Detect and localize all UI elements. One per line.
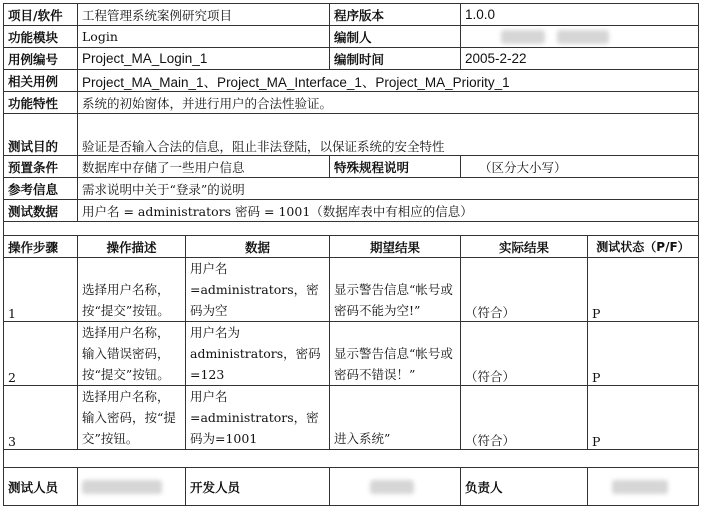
spacer-cell — [4, 222, 699, 236]
step-actual: （符合） — [461, 258, 588, 322]
col-step: 操作步骤 — [4, 236, 78, 258]
special-value — [461, 156, 699, 178]
developer-value — [330, 468, 461, 506]
redacted-author-2 — [557, 30, 609, 44]
step-data: 用户名=administrators，密码为=1001 — [186, 386, 330, 450]
step-status: P — [588, 386, 699, 450]
col-desc: 操作描述 — [78, 236, 186, 258]
row-project — [4, 4, 699, 26]
developer-label: 开发人员 — [186, 468, 330, 506]
table-row — [4, 322, 699, 386]
row-feature — [4, 92, 699, 114]
table-row — [4, 386, 699, 450]
row-spacer-1 — [4, 222, 699, 236]
step-data: 用户名为administrators，密码=123 — [186, 322, 330, 386]
col-expected: 期望结果 — [330, 236, 461, 258]
row-module — [4, 26, 699, 48]
module-label: 功能模块 — [4, 26, 78, 48]
col-data: 数据 — [186, 236, 330, 258]
date-label: 编制时间 — [330, 48, 461, 70]
step-desc: 选择用户名称，按“提交”按钮。 — [78, 258, 186, 322]
col-actual: 实际结果 — [461, 236, 588, 258]
date-value: 2005-2-22 — [461, 48, 699, 70]
footer-row — [4, 468, 699, 506]
special-value-text: （区分大小写） — [479, 159, 567, 175]
author-value — [461, 26, 699, 48]
step-expected: 进入系统” — [330, 386, 461, 450]
step-expected: 显示警告信息“帐号或密码不错误！” — [330, 322, 461, 386]
row-precondition — [4, 156, 699, 178]
redacted-developer — [370, 480, 414, 494]
precondition-label: 预置条件 — [4, 156, 78, 178]
row-spacer-2 — [4, 450, 699, 468]
redacted-owner — [612, 480, 668, 494]
step-actual: （符合） — [461, 386, 588, 450]
redacted-author — [501, 30, 545, 44]
step-expected: 显示警告信息“帐号或密码不能为空!” — [330, 258, 461, 322]
feature-label: 功能特性 — [4, 92, 78, 114]
related-value: Project_MA_Main_1、Project_MA_Interface_1、Project_MA_Priority_1 — [78, 70, 699, 92]
testdata-label: 测试数据 — [4, 200, 78, 222]
purpose-label: 测试目的 — [4, 114, 78, 156]
row-testdata — [4, 200, 699, 222]
precondition-value: 数据库中存储了一些用户信息 — [78, 156, 330, 178]
table-row — [4, 258, 699, 322]
step-desc: 选择用户名称，输入密码，按“提交”按钮。 — [78, 386, 186, 450]
step-status: P — [588, 258, 699, 322]
purpose-value: 验证是否输入合法的信息，阻止非法登陆，以保证系统的安全特性 — [78, 114, 699, 156]
version-label: 程序版本 — [330, 4, 461, 26]
redacted-tester — [82, 480, 162, 494]
testdata-value: 用户名 = administrators 密码 = 1001（数据库表中有相应的信息） — [78, 200, 699, 222]
author-label: 编制人 — [330, 26, 461, 48]
step-number: 2 — [4, 322, 78, 386]
special-label: 特殊规程说明 — [330, 156, 461, 178]
col-status: 测试状态（P/F） — [588, 236, 699, 258]
tester-value — [78, 468, 186, 506]
step-number: 3 — [4, 386, 78, 450]
owner-value — [588, 468, 699, 506]
usecase-label: 用例编号 — [4, 48, 78, 70]
row-purpose — [4, 114, 699, 156]
usecase-value: Project_MA_Login_1 — [78, 48, 330, 70]
test-case-table — [3, 3, 699, 506]
owner-label: 负责人 — [461, 468, 588, 506]
feature-value: 系统的初始窗体，并进行用户的合法性验证。 — [78, 92, 699, 114]
step-desc: 选择用户名称，输入错误密码，按“提交”按钮。 — [78, 322, 186, 386]
step-number: 1 — [4, 258, 78, 322]
version-value: 1.0.0 — [461, 4, 699, 26]
steps-header-row — [4, 236, 699, 258]
spacer-cell — [4, 450, 699, 468]
step-data: 用户名=administrators，密码为空 — [186, 258, 330, 322]
row-related — [4, 70, 699, 92]
row-usecase — [4, 48, 699, 70]
reference-value: 需求说明中关于“登录”的说明 — [78, 178, 699, 200]
tester-label: 测试人员 — [4, 468, 78, 506]
module-value: Login — [78, 26, 330, 48]
reference-label: 参考信息 — [4, 178, 78, 200]
step-actual: （符合） — [461, 322, 588, 386]
project-value: 工程管理系统案例研究项目 — [78, 4, 330, 26]
step-status: P — [588, 322, 699, 386]
row-reference — [4, 178, 699, 200]
project-label: 项目/软件 — [4, 4, 78, 26]
related-label: 相关用例 — [4, 70, 78, 92]
